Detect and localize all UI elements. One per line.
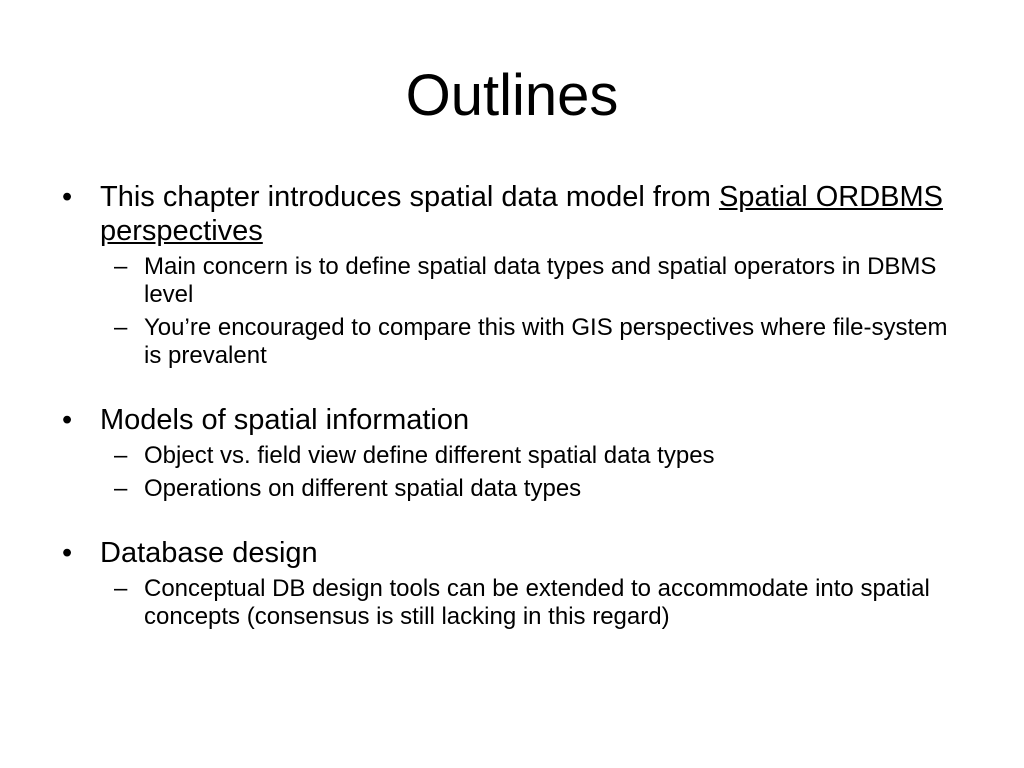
slide-title: Outlines [405,63,619,128]
bullet-text: Models of spatial information [100,404,470,436]
sub-bullet-text: You’re encouraged to compare this with GIS perspectives where file-system is prevalent [144,314,948,369]
bullet-item [56,180,966,370]
dash-icon: – [114,442,128,469]
bullet-item [56,536,966,631]
sub-bullet-list [100,575,966,631]
sub-bullet-list [100,442,966,503]
sub-bullet-text: Operations on different spatial data types [144,475,582,502]
sub-bullet-item [100,575,966,631]
sub-bullet-list [100,253,966,370]
bullet-text: Database design [100,537,318,569]
sub-bullet-text: Main concern is to define spatial data types and spatial operators in DBMS level [144,253,937,308]
bullet-item [56,403,966,503]
sub-bullet-text: Conceptual DB design tools can be extended to accommodate into spatial concepts (consensus is still lacking in this regard) [144,575,930,630]
bullet-list [56,180,966,631]
dash-icon: – [114,575,128,602]
bullet-icon: • [62,404,73,436]
spatial-ordbms-link[interactable]: Spatial ORDBMS perspectives [100,181,943,247]
sub-bullet-item [100,314,966,370]
dash-icon: – [114,314,128,341]
bullet-icon: • [62,181,73,213]
dash-icon: – [114,253,128,280]
sub-bullet-item [100,475,966,503]
dash-icon: – [114,475,128,502]
sub-bullet-text: Object vs. field view define different spatial data types [144,442,715,469]
bullet-icon: • [62,537,73,569]
bullet-text: This chapter introduces spatial data model from [100,181,719,213]
sub-bullet-item [100,442,966,470]
sub-bullet-item [100,253,966,309]
